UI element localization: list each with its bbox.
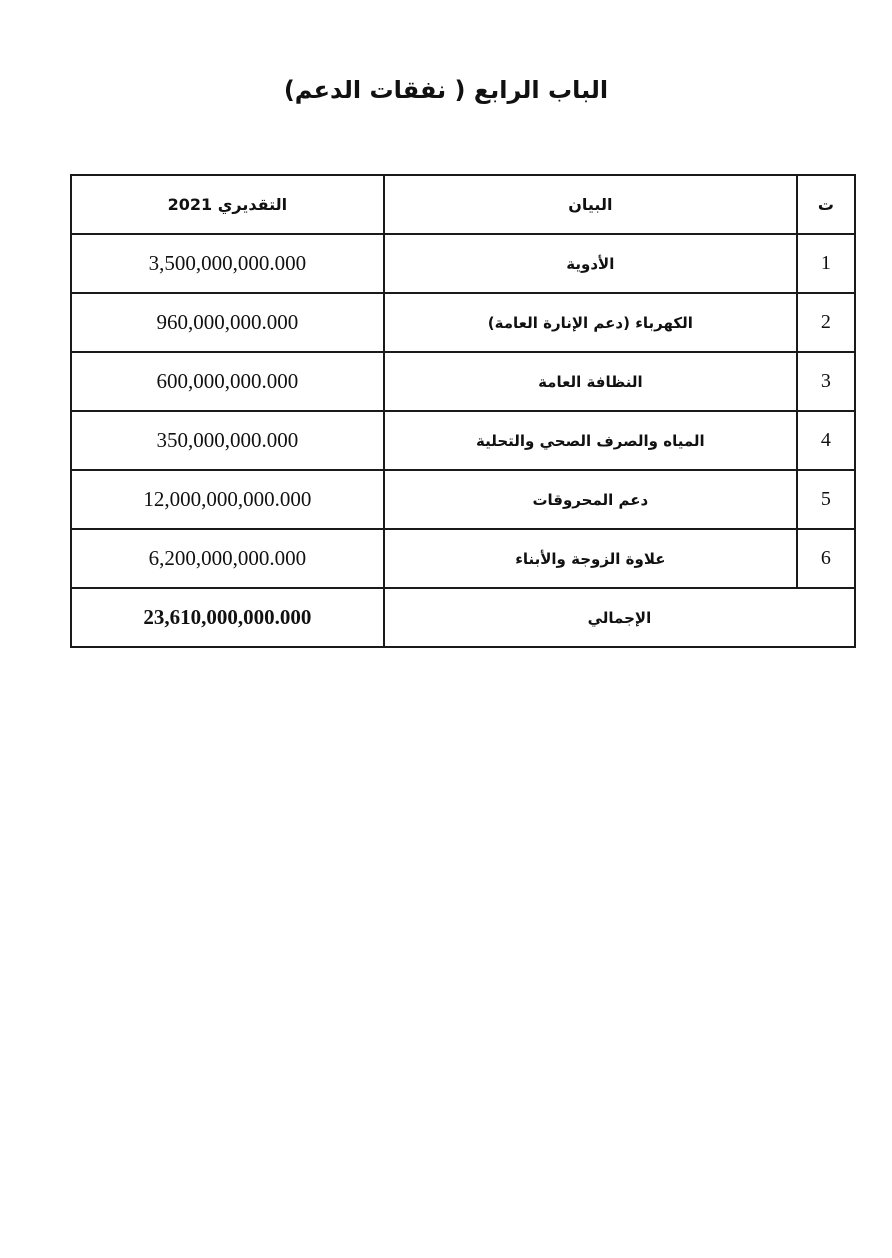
row-serial: 2 <box>797 293 855 352</box>
row-description: دعم المحروقات <box>384 470 797 529</box>
row-serial: 5 <box>797 470 855 529</box>
table-row <box>71 411 855 470</box>
total-row <box>71 588 855 647</box>
row-description: الكهرباء (دعم الإنارة العامة) <box>384 293 797 352</box>
table-row <box>71 470 855 529</box>
table-header-row <box>71 175 855 234</box>
row-serial: 4 <box>797 411 855 470</box>
table-row <box>71 293 855 352</box>
table-row <box>71 529 855 588</box>
header-estimate: التقديري 2021 <box>71 175 384 234</box>
row-estimate: 3,500,000,000.000 <box>71 234 384 293</box>
header-serial: ت <box>797 175 855 234</box>
row-estimate: 600,000,000.000 <box>71 352 384 411</box>
row-estimate: 12,000,000,000.000 <box>71 470 384 529</box>
row-serial: 6 <box>797 529 855 588</box>
total-label: الإجمالي <box>384 588 855 647</box>
total-estimate: 23,610,000,000.000 <box>71 588 384 647</box>
table-row <box>71 234 855 293</box>
row-serial: 3 <box>797 352 855 411</box>
row-description: النظافة العامة <box>384 352 797 411</box>
row-estimate: 6,200,000,000.000 <box>71 529 384 588</box>
row-serial: 1 <box>797 234 855 293</box>
row-estimate: 350,000,000.000 <box>71 411 384 470</box>
row-description: الأدوية <box>384 234 797 293</box>
table-row <box>71 352 855 411</box>
header-description: البيان <box>384 175 797 234</box>
row-estimate: 960,000,000.000 <box>71 293 384 352</box>
row-description: المياه والصرف الصحي والتحلية <box>384 411 797 470</box>
subsidy-expenses-table <box>70 174 856 648</box>
page-title: الباب الرابع ( نفقات الدعم) <box>283 76 609 104</box>
row-description: علاوة الزوجة والأبناء <box>384 529 797 588</box>
